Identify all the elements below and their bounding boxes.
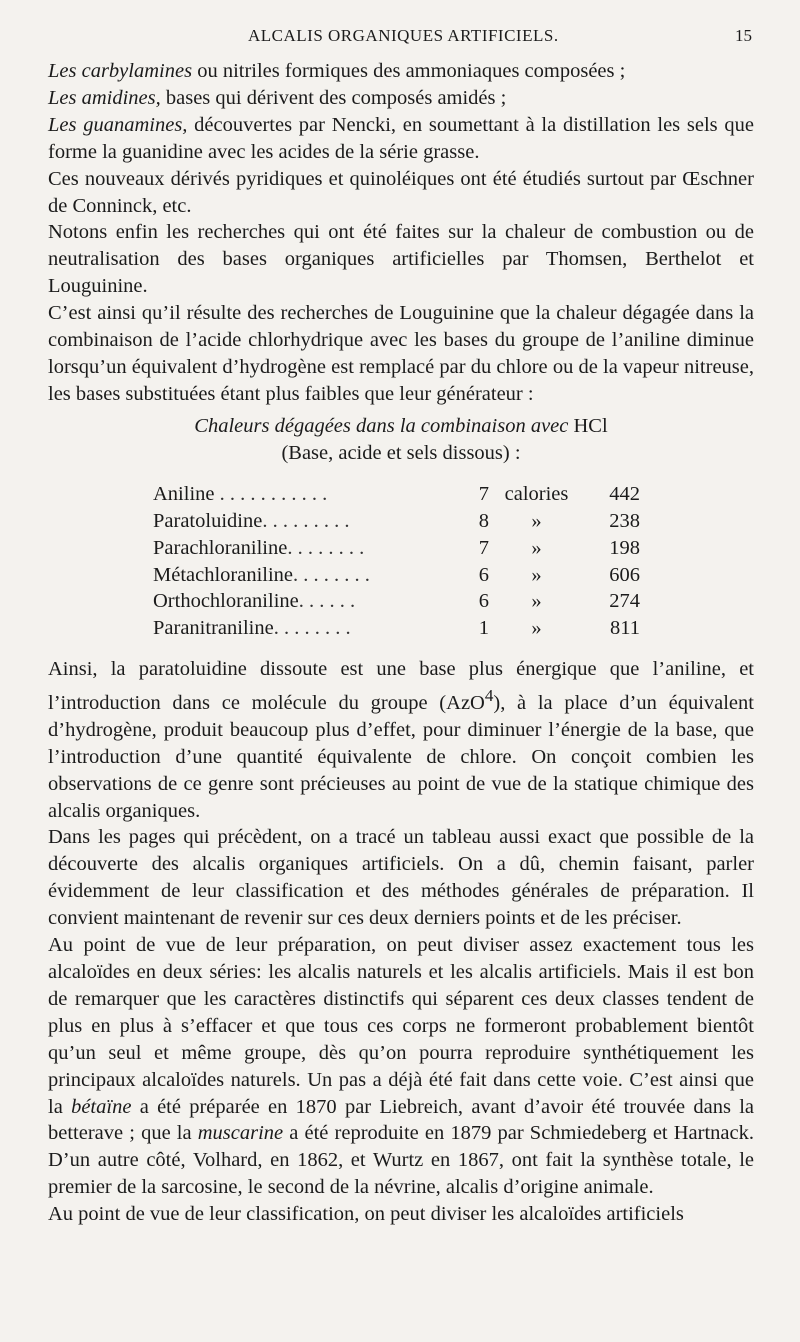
unit-cell: »: [531, 509, 542, 532]
muscarine-term: muscarine: [197, 1122, 284, 1145]
paragraph-paratoluidine: [48, 656, 754, 824]
table-row: [153, 615, 640, 642]
dot-leader: . . . . . .: [298, 590, 356, 613]
compound-label: Parachloraniline: [153, 536, 288, 559]
compound-name: [153, 535, 471, 562]
table-row: [153, 481, 640, 508]
dot-leader: . . . . . . . . . . .: [214, 482, 328, 505]
heat-value-cell: 442: [609, 482, 640, 505]
preparation-text-c: a été reproduite en 1879 par Schmiedeberg et Hartnack. D’un autre côté, Volhard, en 1862, et Wurtz en 1867, ont fait la synthèse totale, le premier de la sarcosine, le second de la névrine, alcalis d’origine animale.: [48, 1122, 755, 1199]
equivalents-cell: 6: [478, 563, 489, 586]
paragraph-pages-precedentes: Dans les pages qui précèdent, on a tracé un tableau aussi exact que possible de la découverte des alcalis organiques artificiels. On a dû, chemin faisant, parler évidemment de leur classification et des méthodes générales de préparation. Il convient maintenant de revenir sur ces deux derniers points et de les préciser.: [48, 826, 754, 930]
guanamines-text: découvertes par Nencki, en soumettant à la distillation les sels que forme la guanidine avec les acides de la série grasse.: [48, 113, 754, 163]
azo-superscript: 4: [484, 686, 494, 706]
guanamines-term: Les guanamines,: [48, 113, 188, 136]
compound-label: Paranitraniline: [153, 617, 274, 640]
table-caption-formula: HCl: [568, 414, 608, 437]
page-body: [48, 58, 754, 1228]
compound-label: Paratoluidine: [153, 509, 263, 532]
equivalents-cell: 8: [478, 509, 489, 532]
heat-value-cell: 811: [610, 617, 640, 640]
heat-value-cell: 198: [609, 536, 640, 559]
paragraph-preparation: [48, 932, 754, 1201]
dot-leader: . . . . . . . .: [287, 536, 365, 559]
compound-name: [153, 615, 471, 642]
amidines-line: [48, 85, 754, 112]
unit-cell: »: [531, 590, 542, 613]
page-number: 15: [735, 26, 752, 45]
table-row: [153, 588, 640, 615]
compound-name: [153, 562, 471, 589]
paratoluidine-text-b: ), à la place d’un équivalent d’hydrogène, produit beaucoup plus d’effet, pour diminuer l’énergie de la base, que l’introduction d’une quantité équivalente de chlore. On conçoit combien les observations de ce genre sont précieuses au point de vue de la statique chimique des alcalis organiques.: [48, 691, 754, 822]
equivalents-cell: 7: [478, 536, 489, 559]
paragraph-louguinine: C’est ainsi qu’il résulte des recherches de Louguinine que la chaleur dégagée dans la combinaison de l’acide chlorhydrique avec les bases du groupe de l’aniline diminue lorsqu’un équivalent d’hydrogène est remplacé par du chlore ou de la vapeur nitreuse, les bases substituées étant plus faibles que leur générateur :: [48, 302, 754, 405]
equivalents-cell: 7: [478, 482, 489, 505]
carbylamines-line: [48, 58, 754, 85]
compound-label: Orthochloraniline: [153, 590, 299, 613]
table-row: [153, 508, 640, 535]
preparation-text-b: a été préparée en 1870 par Liebreich, avant d’avoir été trouvée dans la betterave ; que la: [48, 1095, 755, 1145]
running-title: ALCALIS ORGANIQUES ARTIFICIELS.: [248, 26, 559, 45]
heat-value-cell: 274: [609, 590, 640, 613]
dot-leader: . . . . . . . .: [293, 563, 370, 586]
table-caption-italic: Chaleurs dégagées dans la combinaison avec: [194, 414, 569, 437]
unit-cell: »: [531, 536, 542, 559]
table-row: [153, 535, 640, 562]
compound-label: Aniline: [153, 482, 215, 505]
dot-leader: . . . . . . . . .: [262, 509, 350, 532]
preparation-text-a: Au point de vue de leur préparation, on peut diviser assez exactement tous les alcaloïdes en deux séries: les alcalis naturels et les alcalis artificiels. Mais il est bon de remarquer que les caractères distinctifs qui séparent ces deux classes tendent de plus en plus à s’effacer et que tous ces corps ne formeront probablement bientôt qu’un seul et même groupe, dès qu’on pourra reproduire synthétiquement les principaux alcaloïdes naturels. Un pas a déjà été fait dans cette voie. C’est ainsi que la: [48, 934, 754, 1118]
compound-name: [153, 508, 471, 535]
paragraph-pyridiques: Ces nouveaux dérivés pyridiques et quinoléiques ont été étudiés surtout par Œschner de Conninck, etc.: [48, 167, 754, 217]
paragraph-chaleur-combustion: Notons enfin les recherches qui ont été faites sur la chaleur de combustion ou de neutralisation des bases organiques artificielles par Thomsen, Berthelot et Louguinine.: [48, 221, 754, 298]
unit-cell: calories: [504, 482, 569, 505]
amidines-term: Les amidines,: [48, 86, 161, 109]
paratoluidine-text-a: Ainsi, la paratoluidine dissoute est une base plus énergique que l’aniline, et l’introduction dans ce molécule du groupe (AzO: [48, 658, 754, 714]
heat-value-cell: 606: [609, 563, 640, 586]
guanamines-paragraph: [48, 112, 754, 166]
compound-label: Métachloraniline: [153, 563, 294, 586]
carbylamines-term: Les carbylamines: [48, 60, 193, 82]
heat-table: [153, 481, 640, 642]
table-row: [153, 562, 640, 589]
heat-value-cell: 238: [609, 509, 640, 532]
compound-name: [153, 481, 471, 508]
equivalents-cell: 1: [478, 617, 489, 640]
compound-name: [153, 588, 471, 615]
unit-cell: »: [531, 563, 542, 586]
table-caption: [48, 413, 754, 467]
unit-cell: »: [531, 617, 542, 640]
betaine-term: bétaïne: [71, 1095, 132, 1118]
page-header: [0, 26, 800, 54]
table-subcaption: (Base, acide et sels dissous) :: [281, 441, 521, 464]
equivalents-cell: 6: [478, 590, 489, 613]
carbylamines-text: ou nitriles formiques des ammoniaques composées ;: [192, 60, 626, 82]
amidines-text: bases qui dérivent des composés amidés ;: [160, 86, 507, 109]
paragraph-classification: Au point de vue de leur classification, on peut diviser les alcaloïdes artificiels: [48, 1203, 684, 1226]
dot-leader: . . . . . . . .: [273, 617, 351, 640]
